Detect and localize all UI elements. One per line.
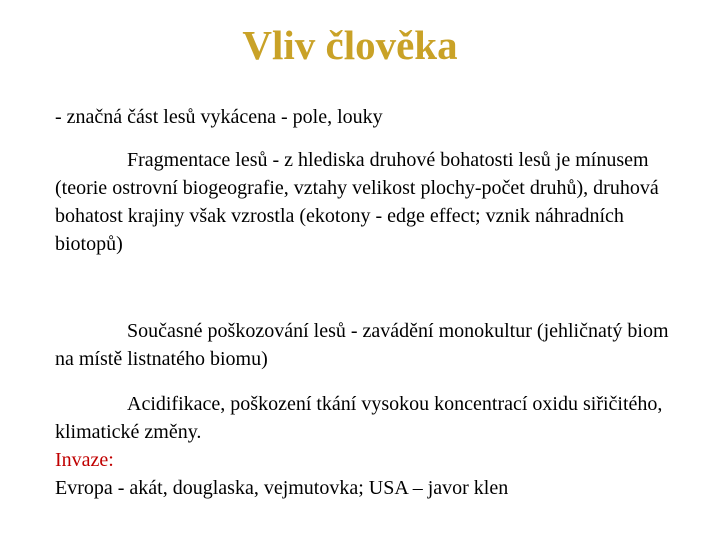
paragraph-deforestation: - značná část lesů vykácena - pole, louky <box>55 106 383 128</box>
slide-title: Vliv člověka <box>242 22 458 68</box>
invasion-examples: Evropa - akát, douglaska, vejmutovka; USA – javor klen <box>55 477 509 499</box>
paragraph-fragmentation: Fragmentace lesů - z hlediska druhové bohatosti lesů je mínusem (teorie ostrovní biogeografie, vztahy velikost plochy-počet druhů), druhová bohatost krajiny však vzrostla (ekotony - edge effect; vznik náhradních biotopů) <box>55 149 659 255</box>
paragraph-acidification: Acidifikace, poškození tkání vysokou koncentrací oxidu siřičitého, klimatické změny. <box>55 393 663 443</box>
paragraph-monocultures: Současné poškozování lesů - zavádění monokultur (jehličnatý biom na místě listnatého biomu) <box>55 320 669 370</box>
invasion-label: Invaze: <box>55 449 114 471</box>
